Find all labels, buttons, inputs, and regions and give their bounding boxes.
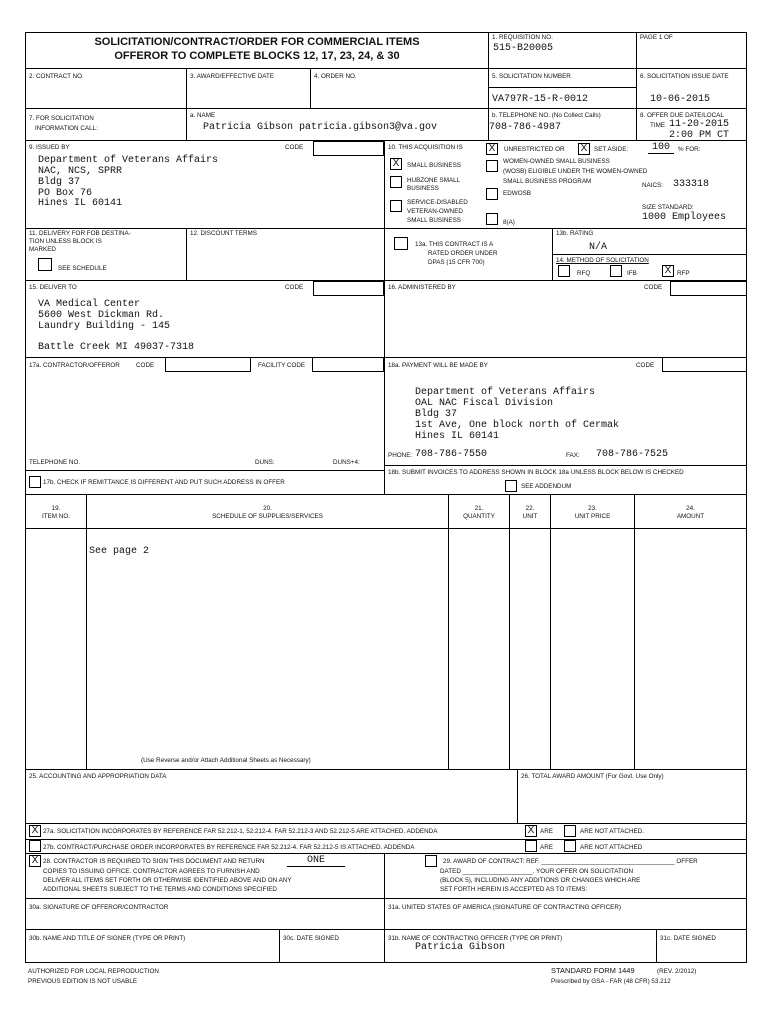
signer-name-label: 30b. NAME AND TITLE OF SIGNER (TYPE OR PRINT) xyxy=(29,935,186,942)
wosb-label-2: (WOSB) ELIGIBLE UNDER THE WOMEN-OWNED xyxy=(503,168,648,175)
col-label: SCHEDULE OF SUPPLIES/SERVICES xyxy=(212,513,323,520)
rated-order-label-3: DPAS (15 CFR 700) xyxy=(428,259,485,266)
local-reproduction-text: AUTHORIZED FOR LOCAL REPRODUCTION xyxy=(28,968,159,975)
officer-name-label: 31b. NAME OF CONTRACTING OFFICER (TYPE OR PRINT) xyxy=(388,935,563,942)
unrestricted-checkbox[interactable]: X xyxy=(486,143,498,155)
ifb-checkbox[interactable] xyxy=(610,265,622,277)
copies-value[interactable]: ONE xyxy=(287,855,345,867)
address-line: Hines IL 60141 xyxy=(38,198,123,209)
size-standard-label: SIZE STANDARD: xyxy=(642,204,694,211)
telephone-value[interactable]: 708-786-4987 xyxy=(489,122,562,133)
date-31c-label: 31c. DATE SIGNED xyxy=(660,935,716,942)
col-unit-price xyxy=(551,505,634,521)
address-line: Bldg 37 xyxy=(415,409,458,420)
deliver-to-code-field[interactable] xyxy=(313,281,384,296)
see-addendum-checkbox[interactable] xyxy=(505,480,517,492)
form-title-line1: SOLICITATION/CONTRACT/ORDER FOR COMMERCIAL ITEMS xyxy=(94,36,420,48)
col-label: QUANTITY xyxy=(463,513,495,520)
address-line: OAL NAC Fiscal Division xyxy=(415,398,554,409)
signature-31a-label: 31a. UNITED STATES OF AMERICA (SIGNATURE OF CONTRACTING OFFICER) xyxy=(388,904,622,911)
form-name: STANDARD FORM 1449 xyxy=(551,966,635,975)
contractor-label: 17a. CONTRACTOR/OFFEROR xyxy=(29,362,120,369)
rated-order-checkbox[interactable] xyxy=(394,237,408,250)
28-label-3: DELIVER ALL ITEMS SET FORTH OR OTHERWISE IDENTIFIED ABOVE AND ON ANY xyxy=(43,877,292,884)
remittance-checkbox[interactable] xyxy=(29,476,41,488)
27a-label: 27a. SOLICITATION INCORPORATES BY REFERENCE FAR 52.212-1, 52.212-4. FAR 52.212-3 AND 52.212-5 ARE ATTACHED. ADDENDA xyxy=(43,828,438,835)
27b-checkbox[interactable] xyxy=(29,840,41,852)
27b-are-checkbox[interactable] xyxy=(525,840,537,852)
issued-by-label: 9. ISSUED BY xyxy=(29,144,70,151)
officer-name-value[interactable]: Patricia Gibson xyxy=(415,942,506,953)
27a-checkbox[interactable]: X xyxy=(29,825,41,837)
col-label: ITEM NO. xyxy=(42,513,70,520)
sdvosb-label-3: SMALL BUSINESS xyxy=(407,217,462,224)
address-line: VA Medical Center xyxy=(38,299,141,310)
8a-label: 8(A) xyxy=(503,219,515,226)
form-title xyxy=(28,35,486,63)
solicitation-no-label: 5. SOLICITATION NUMBER xyxy=(492,73,571,80)
see-addendum-label: SEE ADDENDUM xyxy=(521,483,572,490)
rfp-checkbox[interactable]: X xyxy=(662,265,674,277)
issue-date-label: 6. SOLICITATION ISSUE DATE xyxy=(640,73,729,80)
delivery-label-1: 11. DELIVERY FOR FOB DESTINA- xyxy=(29,230,131,237)
address-line: PO Box 76 xyxy=(38,188,93,199)
acquisition-label: 10. THIS ACQUISITION IS xyxy=(388,144,463,151)
address-line: Bldg 37 xyxy=(38,177,81,188)
solicitation-no-value[interactable]: VA797R-15-R-0012 xyxy=(492,94,589,105)
rated-order-label-1: 13a. THIS CONTRACT IS A xyxy=(415,241,494,248)
col-label: UNIT PRICE xyxy=(574,513,611,520)
size-standard-value[interactable]: 1000 Employees xyxy=(642,212,727,223)
facility-code-field[interactable] xyxy=(312,357,384,372)
29-checkbox[interactable] xyxy=(425,855,437,867)
contractor-code-field[interactable] xyxy=(165,357,251,372)
telephone-no-label: TELEPHONE NO. xyxy=(29,459,81,466)
sdvosb-label-2: VETERAN-OWNED xyxy=(407,208,463,215)
sdvosb-checkbox[interactable] xyxy=(390,200,402,212)
29-label-1: 29. AWARD OF CONTRACT: REF. ______________________________________ OFFER xyxy=(443,858,698,865)
col-number: 20. xyxy=(263,505,272,512)
small-business-label: SMALL BUSINESS xyxy=(407,162,462,169)
delivery-label-2: TION UNLESS BLOCK IS xyxy=(29,238,102,245)
form-revision: (REV. 2/2012) xyxy=(657,968,697,975)
issue-date-value[interactable]: 10-06-2015 xyxy=(650,94,711,105)
col-quantity xyxy=(449,505,509,521)
29-label-4: SET FORTH HEREIN IS ACCEPTED AS TO ITEMS: xyxy=(440,886,588,893)
address-line: Department of Veterans Affairs xyxy=(38,155,219,166)
rated-order-label-2: RATED ORDER UNDER xyxy=(428,250,498,257)
accounting-label: 25. ACCOUNTING AND APPROPRIATION DATA xyxy=(29,773,167,780)
col-number: 24. xyxy=(686,505,695,512)
col-item-no xyxy=(26,505,86,521)
prescribed-text: Prescribed by GSA - FAR (48 CFR) 53.212 xyxy=(551,978,671,985)
payment-phone-value[interactable]: 708-786-7550 xyxy=(415,449,488,460)
set-aside-percent[interactable]: 100 xyxy=(648,142,674,154)
address-line: Department of Veterans Affairs xyxy=(415,387,596,398)
27b-are-label: ARE xyxy=(540,844,553,851)
edwosb-checkbox[interactable] xyxy=(486,188,498,200)
signature-30a-label: 30a. SIGNATURE OF OFFEROR/CONTRACTOR xyxy=(29,904,169,911)
info-call-label-2: INFORMATION CALL: xyxy=(35,125,98,132)
col-number: 21. xyxy=(474,505,484,512)
see-schedule-label: SEE SCHEDULE xyxy=(58,265,107,272)
address-line: Hines IL 60141 xyxy=(415,431,500,442)
deliver-to-code-label: CODE xyxy=(285,284,304,291)
27a-are-checkbox[interactable]: X xyxy=(525,825,537,837)
payment-phone-label: PHONE: xyxy=(388,452,413,459)
submit-invoices-label: 18b. SUBMIT INVOICES TO ADDRESS SHOWN IN BLOCK 18a UNLESS BLOCK BELOW IS CHECKED xyxy=(388,469,684,476)
col-unit xyxy=(510,505,550,521)
col-number: 19. xyxy=(51,505,61,512)
percent-for-label: % FOR: xyxy=(678,146,701,153)
requisition-value[interactable]: 515-B20005 xyxy=(493,43,554,54)
page-label: PAGE 1 OF xyxy=(640,34,673,41)
unrestricted-label: UNRESTRICTED OR xyxy=(504,146,565,153)
delivery-label-3: MARKED xyxy=(29,246,56,253)
hubzone-label-2: BUSINESS xyxy=(407,185,439,192)
col-amount xyxy=(635,505,746,521)
naics-value[interactable]: 333318 xyxy=(673,179,710,190)
rating-value[interactable]: N/A xyxy=(589,242,608,253)
col-number: 23. xyxy=(588,505,597,512)
address-line: NAC, NCS, SPRR xyxy=(38,166,123,177)
requisition-label: 1. REQUISITION NO. xyxy=(492,34,553,41)
27b-are-not-checkbox[interactable] xyxy=(564,840,576,852)
address-line: 5600 West Dickman Rd. xyxy=(38,310,165,321)
wosb-label-3: SMALL BUSINESS PROGRAM xyxy=(503,178,592,185)
previous-edition-text: PREVIOUS EDITION IS NOT USABLE xyxy=(28,978,138,985)
hubzone-label-1: HUBZONE SMALL xyxy=(407,177,461,184)
wosb-checkbox[interactable] xyxy=(486,160,498,172)
award-date-label: 3. AWARD/EFFECTIVE DATE xyxy=(190,73,275,80)
col-number: 22. xyxy=(525,505,535,512)
hubzone-checkbox[interactable] xyxy=(390,176,402,188)
col-label: AMOUNT xyxy=(676,513,705,520)
address-line: Laundry Building - 145 xyxy=(38,321,171,332)
set-aside-checkbox[interactable]: X xyxy=(578,143,590,155)
27a-are-label: ARE xyxy=(540,828,553,835)
col-label: UNIT xyxy=(522,513,538,520)
ifb-label: IFB xyxy=(627,270,637,277)
total-award-label: 26. TOTAL AWARD AMOUNT (For Govt. Use Only) xyxy=(521,773,664,780)
8a-checkbox[interactable] xyxy=(486,213,498,225)
address-line: 1st Ave, One block north of Cermak xyxy=(415,420,620,431)
payment-code-label: CODE xyxy=(636,362,655,369)
contractor-code-label: CODE xyxy=(136,362,155,369)
administered-by-code-field[interactable] xyxy=(670,281,747,296)
naics-label: NAICS: xyxy=(642,182,663,189)
schedule-body-text: See page 2 xyxy=(89,546,150,557)
27a-are-not-checkbox[interactable] xyxy=(564,825,576,837)
form-title-line2: OFFEROR TO COMPLETE BLOCKS 12, 17, 23, 24, & 30 xyxy=(114,50,400,62)
name-value[interactable]: Patricia Gibson patricia.gibson3@va.gov xyxy=(203,122,438,133)
rfq-checkbox[interactable] xyxy=(558,265,570,277)
issued-by-code-field[interactable] xyxy=(313,141,384,156)
administered-by-label: 16. ADMINISTERED BY xyxy=(388,284,456,291)
col-schedule xyxy=(87,505,448,521)
payment-fax-label: FAX: xyxy=(566,452,580,459)
28-label-2: COPIES TO ISSUING OFFICE. CONTRACTOR AGREES TO FURNISH AND xyxy=(43,868,260,875)
28-checkbox[interactable]: X xyxy=(29,855,41,867)
small-business-checkbox[interactable]: X xyxy=(390,158,402,170)
27b-label: 27b. CONTRACT/PURCHASE ORDER INCORPORATES BY REFERENCE FAR 52.212-4. FAR 52.212-5 IS ATTACHED. ADDENDA xyxy=(43,844,415,851)
28-label-4: ADDITIONAL SHEETS SUBJECT TO THE TERMS AND CONDITIONS SPECIFIED xyxy=(43,886,277,893)
order-no-label: 4. ORDER NO. xyxy=(314,73,357,80)
administered-by-code-label: CODE xyxy=(644,284,663,291)
rfq-label: RFQ xyxy=(577,270,591,277)
wosb-label-1: WOMEN-OWNED SMALL BUSINESS xyxy=(503,158,610,165)
discount-terms-label: 12. DISCOUNT TERMS xyxy=(190,230,257,237)
address-line: Battle Creek MI 49037-7318 xyxy=(38,342,195,353)
date-30c-label: 30c. DATE SIGNED xyxy=(283,935,339,942)
payment-label: 18a. PAYMENT WILL BE MADE BY xyxy=(388,362,488,369)
payment-fax-value[interactable]: 708-786-7525 xyxy=(596,449,669,460)
29-label-3: (BLOCK 5), INCLUDING ANY ADDITIONS OR CHANGES WHICH ARE xyxy=(440,877,641,884)
payment-code-field[interactable] xyxy=(662,357,747,372)
name-label: a. NAME xyxy=(190,112,216,119)
contract-no-label: 2. CONTRACT NO. xyxy=(29,73,84,80)
method-label: 14. METHOD OF SOLICITATION xyxy=(556,257,649,264)
info-call-label-1: 7. FOR SOLICITATION xyxy=(29,115,94,122)
27b-are-not-label: ARE NOT ATTACHED xyxy=(580,844,643,851)
deliver-to-label: 15. DELIVER TO xyxy=(29,284,77,291)
edwosb-label: EDWOSB xyxy=(503,190,531,197)
see-schedule-checkbox[interactable] xyxy=(38,258,52,271)
set-aside-label: SET ASIDE: xyxy=(594,146,629,153)
telephone-label: b. TELEPHONE NO. (No Collect Calls) xyxy=(492,112,601,119)
rfp-label: RFP xyxy=(677,270,690,277)
facility-code-label: FACILITY CODE xyxy=(258,362,306,369)
duns4-label: DUNS+4: xyxy=(333,459,360,466)
schedule-footnote: (Use Reverse and/or Attach Additional Sheets as Necessary) xyxy=(141,757,311,764)
issued-by-code-label: CODE xyxy=(285,144,304,151)
27a-are-not-label: ARE NOT ATTACHED. xyxy=(580,828,645,835)
rating-label: 13b. RATING xyxy=(556,230,594,237)
29-label-2: DATED ____________________. YOUR OFFER ON SOLICITATION xyxy=(440,868,634,875)
offer-due-time[interactable]: 2:00 PM CT xyxy=(669,130,730,141)
time-label: TIME xyxy=(650,122,666,129)
offer-due-label: 8. OFFER DUE DATE/LOCAL xyxy=(640,112,724,119)
remittance-label: 17b. CHECK IF REMITTANCE IS DIFFERENT AND PUT SUCH ADDRESS IN OFFER xyxy=(43,479,285,486)
duns-label: DUNS: xyxy=(255,459,275,466)
28-label-1: 28. CONTRACTOR IS REQUIRED TO SIGN THIS DOCUMENT AND RETURN xyxy=(43,858,265,865)
sdvosb-label-1: SERVICE-DISABLED xyxy=(407,199,468,206)
offer-due-date[interactable]: 11-20-2015 xyxy=(669,119,730,130)
